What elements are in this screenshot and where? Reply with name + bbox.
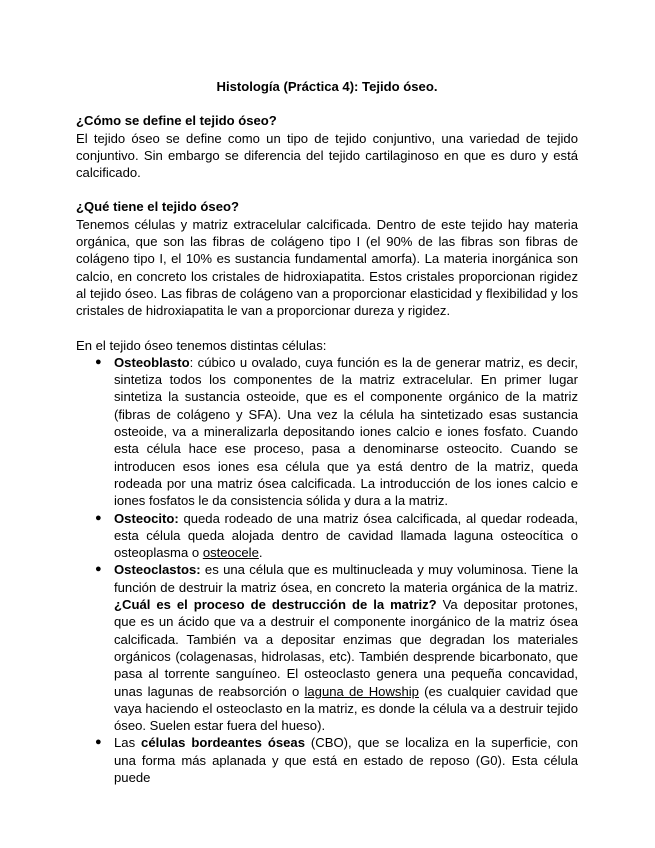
document-title: Histología (Práctica 4): Tejido óseo.: [216, 79, 438, 94]
section-heading-contents: ¿Qué tiene el tejido óseo?: [76, 199, 239, 215]
description-osteocito-end: .: [258, 545, 263, 561]
bullet-icon: ●: [95, 736, 102, 749]
description-osteoclastos: es una célula que es multinucleada y muy voluminosa. Tiene la función de destruir la matriz ósea, en concreto la materia orgánica de la matriz.: [114, 562, 578, 595]
section-body-contents: Tenemos células y matriz extracelular calcificada. Dentro de este tejido hay materia orgánica, que son las fibras de colágeno tipo I (el 90% de las fibras son fibras de colágeno tipo I, el 10% es sustancia fundamental amorfa). La materia inorgánica son calcio, en concreto los cristales de hidroxiapatita. Estos cristales proporcionan rigidez al tejido óseo. Las fibras de colágeno van a proporcionar elasticidad y flexibilidad y los cristales de hidroxiapatita le van a proporcionar dureza y rigidez.: [76, 216, 578, 319]
term-osteoclastos: Osteoclastos:: [114, 562, 201, 578]
link-laguna-howship[interactable]: laguna de Howship: [304, 683, 419, 699]
description-osteoclastos-process: Va depositar protones, que es un ácido que va a destruir el componente inorgánico de la matriz ósea calcificada. También va a depositar enzimas que degradan los materiales orgánicos (colagenasas, hidrolasas, etc). También desprende bicarbonato, que pasa al torrente sanguíneo. El osteoclasto genera una pequeña concavidad, unas lagunas de reabsorción o: [114, 597, 579, 699]
cells-intro: En el tejido óseo tenemos distintas células:: [76, 337, 327, 353]
spacer: [76, 320, 578, 337]
description-osteoblasto: : cúbico u ovalado, cuya función es la de generar matriz, es decir, sintetiza todos los componentes de la matriz extracelular. En primer lugar sintetiza la sustancia osteoide, que es el componente orgánico de la matriz (fibras de colágeno y SFA). Una vez la célula ha sintetizado esas sustancia osteoide, va a mineralizarla depositando iones calcio e iones fosfato. Cuando esta célula hace ese proceso, pasa a denominarse osteocito. Cuando se introducen esos iones esa célula que ya está dentro de la matriz, queda rodeada por una matriz ósea calcificada. La introducción de los iones calcio e iones fosfatos le da consistencia sólida y dura a la matriz.: [114, 354, 578, 509]
term-osteoblasto: Osteoblasto: [114, 354, 190, 370]
link-osteocele[interactable]: osteocele: [202, 545, 259, 561]
description-osteocito: queda rodeado de una matriz ósea calcificada, al quedar rodeada, esta célula queda alojada dentro de cavidad llamada laguna osteocítica o osteoplasma o: [114, 510, 578, 561]
term-celulas-bordeantes: células bordeantes óseas: [141, 735, 305, 751]
description-osteoclastos-end: (es cualquier cavidad que vaya haciendo el osteoclasto en la matriz, es donde la célula va a destruir tejido óseo. Suelen estar fuera del hueso).: [114, 683, 579, 734]
question-destruction: ¿Cuál es el proceso de destrucción de la matriz?: [114, 597, 437, 613]
section-body-definition: El tejido óseo se define como un tipo de tejido conjuntivo, una variedad de tejido conjuntivo. Sin embargo se diferencia del tejido cartilaginoso en que es duro y está calcificado.: [76, 130, 578, 181]
description-celulas-bordeantes: (CBO), que se localiza en la superficie, con una forma más aplanada y que está en estado de reposo (G0). Esta célula puede: [114, 735, 578, 785]
bullet-icon: ●: [95, 511, 102, 524]
bullet-icon: ●: [95, 355, 102, 368]
list-item-osteocito: [95, 510, 578, 562]
term-osteocito: Osteocito:: [114, 510, 179, 526]
bullet-icon: ●: [95, 563, 102, 576]
section-heading-definition: ¿Cómo se define el tejido óseo?: [76, 113, 277, 129]
list-item-osteoclastos: [95, 561, 579, 734]
prefix-bordeantes: Las: [114, 735, 142, 751]
list-item-celulas-bordeantes: [95, 734, 578, 786]
cells-list: [76, 354, 578, 786]
spacer: [76, 181, 578, 198]
list-item-osteoblasto: [95, 354, 578, 510]
